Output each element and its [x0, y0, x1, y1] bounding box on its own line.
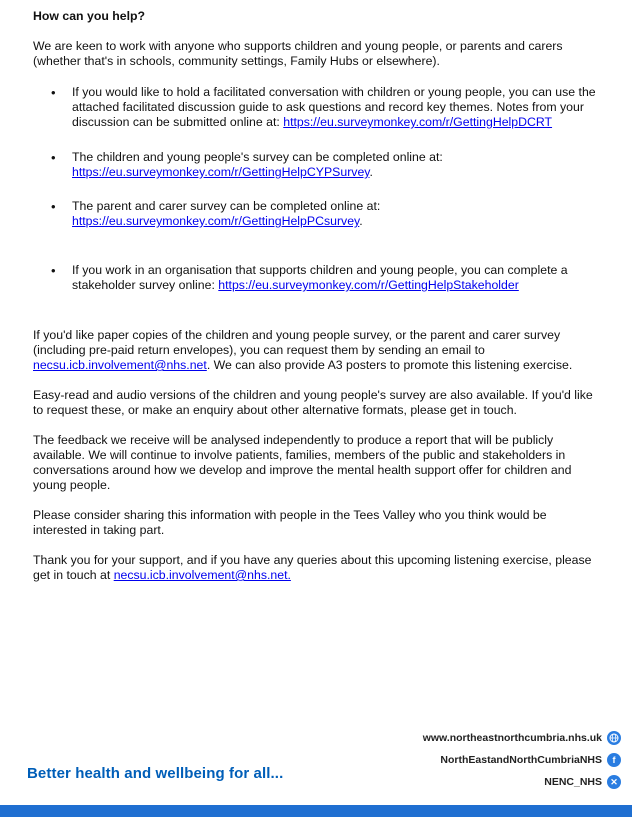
- website-label: www.northeastnorthcumbria.nhs.uk: [422, 732, 602, 744]
- twitter-label: NENC_NHS: [544, 776, 602, 788]
- paragraph-text: If you'd like paper copies of the children and young people survey, or the parent and carer survey (including pre-paid return envelopes), you can request them by sending an email to: [33, 328, 561, 357]
- parent-carer-survey-link[interactable]: https://eu.surveymonkey.com/r/GettingHelpPCsurvey: [72, 214, 360, 228]
- section-heading: How can you help?: [33, 9, 146, 23]
- globe-icon: [607, 731, 621, 745]
- bullet-icon: •: [51, 263, 56, 278]
- bullet-icon: •: [51, 199, 56, 214]
- stakeholder-survey-link[interactable]: https://eu.surveymonkey.com/r/GettingHelpStakeholder: [218, 278, 519, 292]
- thanks-paragraph: [33, 553, 601, 583]
- facebook-icon: f: [607, 753, 621, 767]
- list-item-suffix: .: [369, 165, 373, 179]
- list-item: [33, 85, 601, 130]
- intro-paragraph: We are keen to work with anyone who supports children and young people, or parents and carers (whether that's in schools, community settings, Family Hubs or elsewhere).: [33, 39, 563, 68]
- social-links: [423, 727, 621, 793]
- twitter-row[interactable]: [423, 771, 621, 793]
- sharing-paragraph: Please consider sharing this information with people in the Tees Valley who you think would be interested in taking part.: [33, 508, 547, 537]
- paragraph-text: Thank you for your support, and if you have any queries about this upcoming listening exercise, please get in touch at: [33, 553, 592, 582]
- website-row[interactable]: [423, 727, 621, 749]
- footer-tagline: Better health and wellbeing for all...: [27, 765, 284, 782]
- bullet-icon: •: [51, 85, 56, 100]
- feedback-paragraph: The feedback we receive will be analysed independently to produce a report that will be publicly available. We will continue to involve patients, families, members of the public and stakeholders in conversations around how we develop and improve the mental health support offer for children and young people.: [33, 433, 572, 492]
- facebook-label: NorthEastandNorthCumbriaNHS: [440, 754, 602, 766]
- list-item: [33, 263, 601, 293]
- easy-read-paragraph: Easy-read and audio versions of the children and young people's survey are also available. If you'd like to request these, or make an enquiry about other alternative formats, please get in touch.: [33, 388, 593, 417]
- paragraph-text: . We can also provide A3 posters to promote this listening exercise.: [206, 358, 573, 372]
- cyp-survey-link[interactable]: https://eu.surveymonkey.com/r/GettingHelpCYPSurvey: [72, 165, 370, 179]
- x-twitter-icon: ✕: [607, 775, 621, 789]
- involvement-email-link[interactable]: necsu.icb.involvement@nhs.net: [33, 358, 207, 372]
- paper-copies-paragraph: [33, 328, 601, 373]
- footer-bar: [0, 805, 632, 817]
- discussion-survey-link[interactable]: https://eu.surveymonkey.com/r/GettingHelpDCRT: [283, 115, 553, 129]
- contact-email-link[interactable]: necsu.icb.involvement@nhs.net.: [113, 568, 291, 582]
- help-options-list: [33, 85, 601, 293]
- facebook-row[interactable]: [423, 749, 621, 771]
- list-item-suffix: .: [359, 214, 363, 228]
- list-item-text: If you would like to hold a facilitated conversation with children or young people, you can use the attached facilitated discussion guide to ask questions and record key themes. Notes from your discussion can be submitted online at:: [72, 85, 596, 129]
- bullet-icon: •: [51, 150, 56, 165]
- list-item-text: If you work in an organisation that supports children and young people, you can complete a stakeholder survey online:: [72, 263, 568, 292]
- list-item: [33, 199, 601, 229]
- list-item: [33, 150, 601, 180]
- list-item-text: The children and young people's survey can be completed online at:: [72, 150, 443, 164]
- document-body: [33, 9, 601, 598]
- list-item-text: The parent and carer survey can be completed online at:: [72, 199, 381, 213]
